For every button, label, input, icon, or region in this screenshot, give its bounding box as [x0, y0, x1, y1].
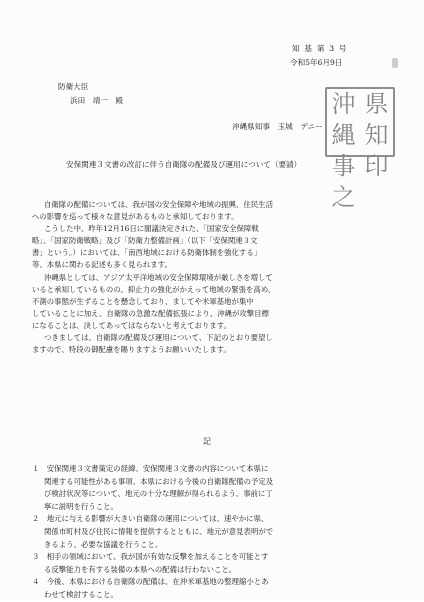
body-line: していることに加え、自衛隊の急激な配備拡張により、沖縄が攻撃目標 — [32, 308, 269, 318]
item-line: わせて検討すること。 — [44, 589, 118, 599]
document-date: 令和5年6月9日 — [290, 58, 343, 67]
official-seal — [325, 87, 395, 211]
seal-char: 沖縄 — [331, 90, 356, 149]
item-line: ２ 地元に与える影響が大きい自衛隊の運用については、速やかに県、 — [32, 514, 269, 524]
addressee-title: 防衛大臣 — [58, 82, 89, 91]
body-line: 不測の事態が生ずることを懸念しており、ましてや米軍基地が集中 — [32, 296, 254, 306]
seal-char: 印 — [364, 152, 389, 180]
body-line: 略」、「国家防衛戦略」及び「防衛力整備計画」（以下「安保関連３文 — [32, 236, 258, 246]
item-line: び検討状況等について、地元の十分な理解が得られるよう、事前に丁 — [44, 489, 273, 499]
item-line: ４ 今後、本県における自衛隊の配備は、在沖米軍基地の整理縮小とあ — [32, 577, 269, 587]
body-text — [32, 199, 392, 356]
document-title: 安保関連３文書の改訂に伴う自衛隊の配備及び運用について（要請） — [66, 160, 302, 169]
body-line: になることは、決してあってはならないと考えております。 — [32, 320, 231, 330]
section-heading: 記 — [203, 437, 211, 446]
body-line: つきましては、自衛隊の配備及び運用について、下記のとおり要望し — [44, 333, 273, 343]
body-line: 等、本県に関わる記述も多く見られます。 — [32, 260, 172, 270]
body-line: ますので、特段の御配慮を賜りますようお願いいたします。 — [32, 345, 231, 355]
seal-char: 県知 — [364, 90, 389, 149]
item-line: きるよう、必要な協議を行うこと。 — [44, 539, 163, 549]
body-line: 自衛隊の配備については、我が国の安全保障や地域の振興、住民生活 — [44, 200, 273, 209]
item-line: 寧に説明を行うこと。 — [44, 501, 118, 511]
item-line: １ 安保関連３文書策定の経緯、安保関連３文書の内容について本県に — [32, 464, 269, 473]
body-line: こうした中、昨年12月16日に閣議決定された、「国家安全保障戦 — [44, 224, 259, 234]
sender-name: 沖縄県知事 玉城 デニー — [232, 122, 323, 131]
body-line: への影響を巡って様々な意見があるものと承知しております。 — [32, 212, 239, 222]
seal-char: 事之 — [331, 152, 356, 211]
addressee-name: 浜田 靖一 殿 — [70, 96, 124, 105]
item-line: 関連する可能性がある事項、本県における今後の自衛隊配備の予定及 — [44, 476, 274, 486]
body-line: いると承知しているものの、抑止力の強化がかえって地域の緊張を高め、 — [32, 284, 276, 294]
request-items — [32, 463, 402, 602]
scan-mark — [392, 58, 398, 68]
body-line: 沖縄県としては、アジア太平洋地域の安全保障環境が厳しさを増して — [44, 272, 273, 282]
item-line: る反撃能力を有する装備の本県への配備は行わないこと。 — [44, 564, 237, 574]
item-line: 関係市町村及び住民に情報を提供するとともに、地元が意見表明がで — [44, 526, 274, 536]
item-line: ３ 相手の領域において、我が国が有効な反撃を加えることを可能とす — [32, 552, 269, 562]
body-line: 書」という。）においては、「南西地域における防衛体制を強化する」 — [32, 248, 262, 258]
document-number: 知 基 第 3 号 — [292, 44, 348, 53]
